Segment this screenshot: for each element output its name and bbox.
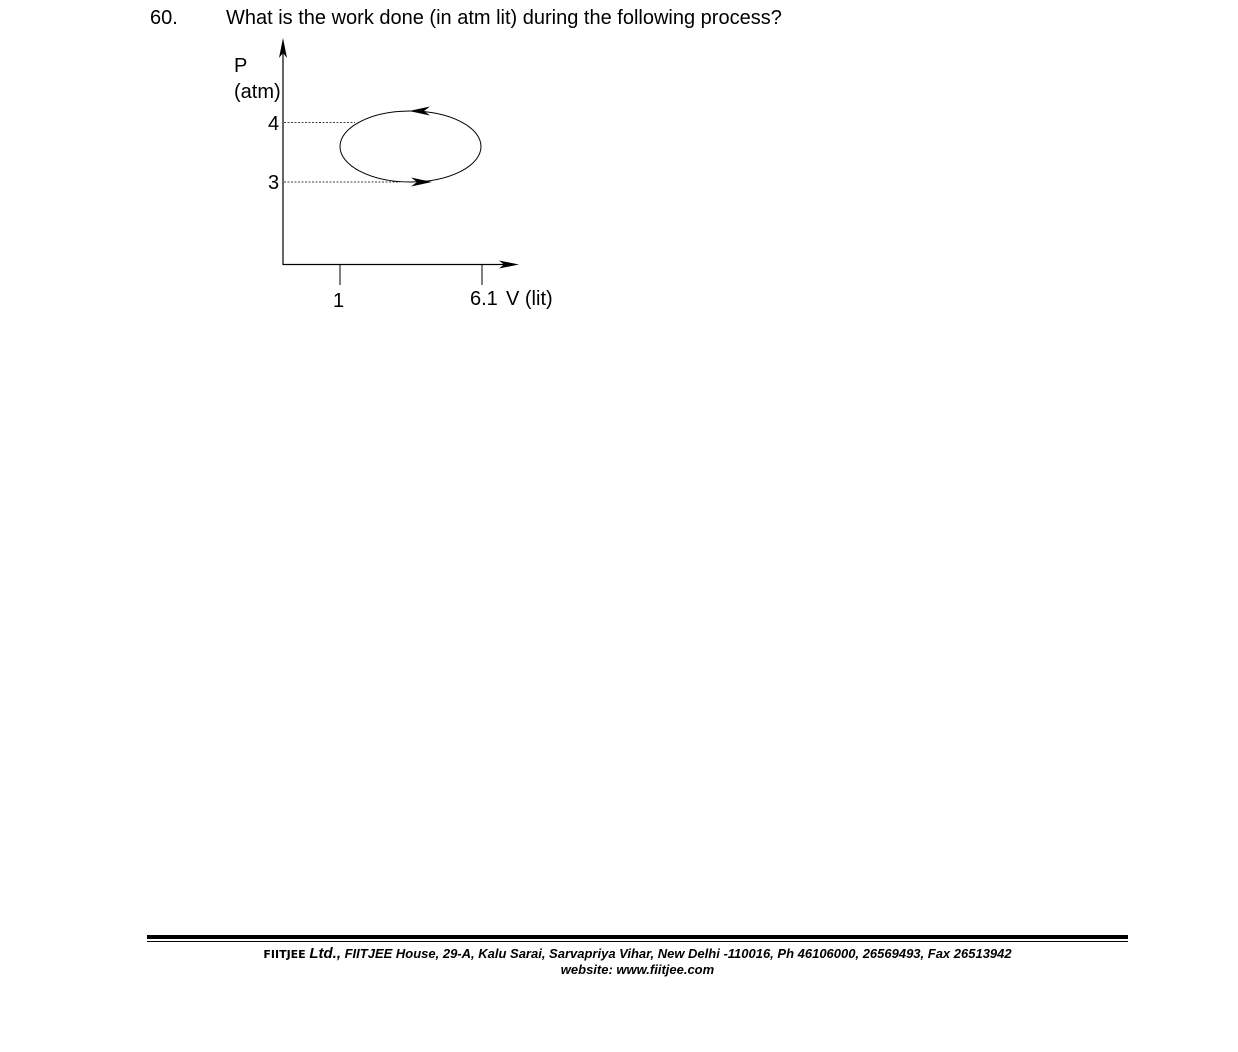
footer-address-line — [147, 946, 1128, 963]
x-axis-label: V (lit) — [506, 288, 553, 310]
footer-address: FIITJEE House, 29-A, Kalu Sarai, Sarvapriya Vihar, New Delhi -110016, Ph 46106000, 26569493, Fax 26513942 — [344, 946, 1012, 961]
y-axis-label-unit: (atm) — [234, 81, 281, 103]
y-tick-label-3: 3 — [268, 172, 280, 194]
x-tick-label-6-1: 6.1 — [470, 288, 498, 310]
y-axis-label-p: P — [234, 55, 248, 77]
question-number: 60. — [150, 7, 178, 29]
footer-rule-thin — [147, 941, 1128, 942]
x-tick-label-1: 1 — [333, 290, 345, 312]
footer-brand: FIITJEE — [263, 948, 306, 961]
y-tick-label-4: 4 — [268, 113, 280, 135]
pv-diagram — [0, 0, 1238, 330]
question-text: What is the work done (in atm lit) during the following process? — [226, 7, 782, 29]
footer-website: website: www.fiitjee.com — [560, 962, 715, 977]
cycle-ellipse — [340, 111, 481, 182]
footer-ltd: Ltd., — [309, 945, 341, 962]
cycle-arrow-top-left — [409, 107, 430, 116]
footer-rule-thick — [147, 935, 1128, 939]
